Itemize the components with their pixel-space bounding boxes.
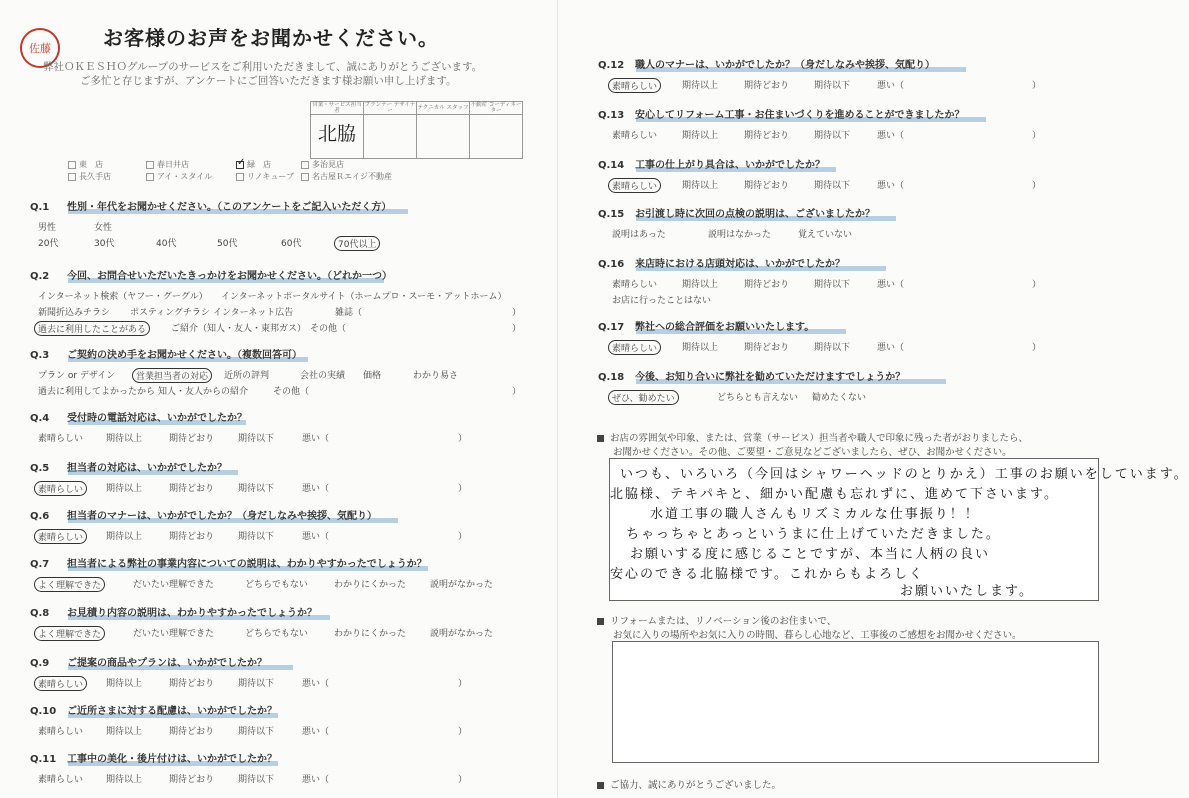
option-row [38,724,468,740]
staff-header-sales: 営業・サービス担当者 [312,102,362,114]
intro-text [43,60,482,88]
answer-option[interactable]: 期待以上 [106,532,143,542]
question-number: Q.14 [598,160,625,171]
answer-option[interactable]: 期待以上 [106,484,143,494]
question-text: ご契約の決め手をお聞かせください。（複数回答可） [67,350,302,361]
option-bracket: ） [1032,131,1042,141]
staff-sales-cell[interactable] [311,115,364,159]
option-row [38,481,468,497]
answer-option[interactable]: よく理解できた [34,626,105,641]
option-row [38,431,468,447]
answer-option[interactable]: 期待どおり [744,131,790,141]
answer-option[interactable]: 期待どおり [744,81,790,91]
answer-option[interactable]: 30代 [94,239,115,249]
question-text: ご近所さまに対する配慮は、いかがでしたか？ [67,706,277,717]
question-title [30,555,427,570]
question-title [598,368,905,383]
answer-option[interactable]: 期待以下 [814,81,851,91]
stamp-text: 佐藤 [29,41,51,55]
answer-option[interactable]: 営業担当者の対応 [132,368,212,383]
question-q8 [30,604,494,642]
option-row [38,289,507,305]
question-number: Q.2 [30,271,50,282]
comment1-prompt: お店の雰囲気や印象、または、営業（サービス）担当者や職人で印象に残った者がおりましたら、 お聞かせください。その他、ご要望・ご意見などございましたら、ぜひ、お聞かせください。 [597,432,1028,460]
question-q4 [30,409,468,447]
answer-option[interactable]: 素晴らしい [608,178,661,193]
answer-option[interactable]: 新聞折込みチラシ [38,308,111,318]
option-row [38,772,468,788]
answer-option[interactable]: 説明がなかった [430,580,494,590]
comment1-prompt-line2: お聞かせください。その他、ご要望・ご意見などございましたら、ぜひ、お聞かせください。 [613,447,1012,458]
answer-option[interactable]: 期待どおり [169,775,215,785]
answer-option[interactable]: 50代 [217,239,238,249]
answer-option[interactable]: ぜひ、勧めたい [608,390,679,405]
answer-option[interactable]: 会社の実績 [300,371,346,381]
answer-option[interactable]: わかりにくかった [334,580,407,590]
question-q10 [30,702,468,740]
intro-line-1: 弊社ＯＫＥＳＨＯグループのサービスをご利用いただきまして、誠にありがとうございます。 [43,61,483,73]
option-bracket: 雑誌（ [335,308,363,318]
question-q15 [598,205,875,243]
answer-option[interactable]: 期待以下 [238,532,275,542]
answer-option[interactable]: 素晴らしい [38,775,84,785]
question-q18 [598,368,905,406]
question-title [598,56,935,71]
answer-option[interactable]: 期待以下 [238,775,275,785]
answer-option[interactable]: 期待以上 [682,343,719,353]
checkbox-checked[interactable] [236,156,246,169]
staff-realestate-cell[interactable] [470,115,523,159]
question-number: Q.18 [598,372,625,383]
option-bracket: ） [1032,280,1042,290]
question-text: 弊社への総合評価をお願いいたします。 [635,322,815,333]
answer-option[interactable]: 勧めたくない [812,393,867,403]
question-number: Q.15 [598,209,625,220]
store-checklist [68,156,392,183]
question-q13 [598,106,1042,144]
question-text: 性別・年代をお聞かせください。（このアンケートをご記入いただく方） [67,202,392,213]
question-text: お見積り内容の説明は、わかりやすかったでしょうか？ [67,608,317,619]
answer-option[interactable]: 素晴らしい [612,280,658,290]
answer-option[interactable]: ご紹介（知人・友人・東邦ガス） [171,324,307,334]
footer: ご協力、誠にありがとうございました。 [597,777,781,791]
option-row [38,305,522,321]
question-number: Q.11 [30,754,57,765]
answer-option[interactable]: 期待以下 [238,434,275,444]
checkbox[interactable] [68,161,76,169]
question-text: 担当者による弊社の事業内容についての説明は、わかりやすかったでしょうか？ [67,559,427,570]
answer-option[interactable]: 期待以上 [682,181,719,191]
question-text: 今回、お問合せいただいたきっかけをお聞かせください。（どれか一つ） [67,271,392,282]
option-row [612,227,875,243]
option-bracket: 悪い（ [877,280,905,290]
bullet-square-icon [597,435,604,442]
intro-line-2: ご多忙と存じますが、アンケートにご回答いただきます様お願い申し上げます。 [80,75,457,87]
answer-option[interactable]: 過去に利用してよかったから [38,387,156,397]
page-divider [557,0,558,798]
staff-planner-cell[interactable] [364,115,417,159]
staff-header-planner: プランナー デザイナー [364,102,416,114]
answer-option[interactable]: 期待以下 [238,484,275,494]
staff-technical-cell[interactable] [417,115,470,159]
question-title [30,507,377,522]
answer-option[interactable]: 期待以上 [682,131,719,141]
option-bracket: ） [458,679,468,689]
answer-option[interactable]: 過去に利用したことがある [34,321,150,336]
handwriting-line: 安心のできる北脇様です。これからもよろしく [610,567,924,582]
answer-option[interactable]: 期待以下 [238,679,275,689]
question-number: Q.7 [30,559,50,570]
store-option[interactable]: 多治見店 [301,159,379,171]
option-bracket: ） [458,484,468,494]
store-option-checked[interactable]: ✓ 緑 店 [237,156,271,169]
store-option[interactable]: アイ・スタイル [146,171,236,183]
staff-table [310,101,523,159]
option-row [38,577,494,593]
comment2-prompt-line2: お気に入りの場所やお気に入りの時間、暮らし心地など、工事後のご感想をお聞かせください。 [613,630,1022,641]
store-option[interactable]: 春日井店 [146,159,236,171]
answer-option[interactable]: 価格 [363,371,382,381]
question-q3 [30,346,522,400]
answer-option[interactable]: 素晴らしい [608,78,661,93]
answer-option[interactable]: 素晴らしい [34,481,87,496]
option-row [612,178,1042,194]
answer-option[interactable]: 期待どおり [169,532,215,542]
question-text: 今後、お知り合いに弊社を勧めていただけますでしょうか？ [635,372,906,383]
answer-option[interactable]: どちらとも言えない [717,393,799,403]
question-q2 [30,267,522,337]
question-number: Q.13 [598,110,625,121]
question-text: 担当者の対応は、いかがでしたか？ [67,463,227,474]
answer-option[interactable]: 20代 [38,239,59,249]
answer-option[interactable]: 覚えていない [798,230,853,240]
handwriting-line: ちゃっちゃとあっというまに仕上げていただきました。 [626,527,1001,542]
option-row [38,384,522,400]
answer-option[interactable]: 60代 [281,239,302,249]
question-number: Q.9 [30,658,50,669]
check-mark-icon: ✓ [237,156,246,168]
answer-option[interactable]: 期待どおり [169,679,215,689]
question-number: Q.17 [598,322,625,333]
question-number: Q.3 [30,350,50,361]
checkbox[interactable] [236,173,244,181]
answer-option[interactable]: わかりにくかった [334,629,407,639]
answer-option[interactable]: 知人・友人からの紹介 [158,387,249,397]
answer-option[interactable]: 素晴らしい [38,727,84,737]
question-q5 [30,459,468,497]
option-row [38,220,391,236]
question-title [598,318,814,333]
answer-option[interactable]: 期待以下 [814,280,851,290]
option-bracket: ） [512,324,522,334]
option-row [612,340,1042,356]
answer-option[interactable]: どちらでもない [245,580,308,590]
option-bracket: その他（ [310,324,347,334]
option-row [38,236,391,252]
option-bracket: 悪い（ [302,727,330,737]
checkbox[interactable] [301,161,309,169]
question-number: Q.10 [30,706,57,717]
question-number: Q.12 [598,60,625,71]
question-text: 職人のマナーは、いかがでしたか？（身だしなみや挨拶、気配り） [635,60,935,71]
option-row [38,676,468,692]
comment1-box[interactable] [609,458,1189,601]
answer-option[interactable]: お店に行ったことはない [612,296,712,306]
question-number: Q.4 [30,413,50,424]
comment2-box[interactable] [612,641,1099,763]
question-title [30,267,392,282]
answer-option[interactable]: 素晴らしい [34,529,87,544]
answer-option[interactable]: 期待どおり [169,434,215,444]
checkbox[interactable] [68,173,76,181]
option-bracket: ） [458,434,468,444]
question-q11 [30,750,468,788]
question-text: 安心してリフォーム工事・お住まいづくりを進めることができましたか？ [635,110,965,121]
answer-option[interactable]: 素晴らしい [608,340,661,355]
store-option[interactable]: 名古屋Ｒエイジ不動産 [301,171,379,183]
answer-option[interactable]: 期待以上 [106,434,143,444]
answer-option[interactable]: インターネット広告 [213,308,294,318]
answer-option[interactable]: 期待どおり [744,181,790,191]
answer-option[interactable]: 70代以上 [334,236,380,251]
handwriting-line: お願いする度に感じることですが、本当に人柄の良い [630,547,991,562]
answer-option[interactable]: 40代 [156,239,177,249]
answer-option[interactable]: 期待以上 [106,775,143,785]
answer-option[interactable]: 期待以下 [238,727,275,737]
question-q9 [30,654,468,692]
question-q14 [598,156,1042,194]
answer-option[interactable]: 期待どおり [744,343,790,353]
option-bracket: ） [1032,81,1042,91]
question-title [30,346,302,361]
answer-option[interactable]: ポスティングチラシ [130,308,210,318]
question-title [598,205,875,220]
question-text: 受付時の電話対応は、いかがでしたか？ [67,413,247,424]
question-text: 担当者のマナーは、いかがでしたか？（身だしなみや挨拶、気配り） [67,511,377,522]
answer-option[interactable]: 説明はあった [612,230,666,240]
question-q12 [598,56,1042,94]
answer-option[interactable]: 期待以下 [814,131,851,141]
answer-option[interactable]: だいたい理解できた [133,580,215,590]
store-option[interactable]: 東 店 [68,159,146,171]
store-option[interactable]: 長久手店 [68,171,146,183]
option-bracket: 悪い（ [302,679,330,689]
question-q6 [30,507,468,545]
staff-header-technical: テクニカル スタッフ [417,102,470,115]
answer-option[interactable]: 説明はなかった [708,230,772,240]
question-title [30,198,391,213]
option-bracket: ） [458,775,468,785]
question-title [598,106,965,121]
question-q16 [598,255,1042,309]
option-row [38,529,468,545]
option-bracket: 悪い（ [302,532,330,542]
question-text: ご提案の商品やプランは、いかがでしたか？ [67,658,267,669]
question-number: Q.16 [598,259,625,270]
answer-option[interactable]: どちらでもない [245,629,308,639]
answer-option[interactable]: 説明がなかった [430,629,494,639]
answer-option[interactable]: 期待以上 [106,727,143,737]
checkbox[interactable] [301,173,309,181]
question-title [30,409,247,424]
comment2-prompt: リフォームまたは、リノベーション後のお住まいで、 お気に入りの場所やお気に入りの時間、暮らし心地など、工事後のご感想をお聞かせください。 [597,615,1022,643]
answer-option[interactable]: 女性 [94,223,113,233]
bullet-square-icon [597,782,604,789]
answer-option[interactable]: 期待どおり [169,727,215,737]
answer-option[interactable]: 期待どおり [744,280,790,290]
option-bracket: 悪い（ [877,343,905,353]
question-number: Q.8 [30,608,50,619]
question-text: 工事中の美化・後片付けは、いかがでしたか？ [67,754,277,765]
answer-option[interactable]: 素晴らしい [38,434,84,444]
option-bracket: 悪い（ [877,181,905,191]
answer-option[interactable]: 期待どおり [169,484,215,494]
answer-option[interactable]: 期待以上 [682,81,719,91]
option-bracket: ） [458,532,468,542]
option-bracket: ） [512,308,522,318]
answer-option[interactable]: わかり易さ [413,371,459,381]
option-bracket: 悪い（ [877,81,905,91]
checkbox[interactable] [146,161,154,169]
question-title [30,459,227,474]
question-title [30,750,277,765]
option-row [612,78,1042,94]
answer-option[interactable]: 素晴らしい [34,676,87,691]
bullet-square-icon [597,618,604,625]
answer-option[interactable]: 素晴らしい [612,131,658,141]
option-row [612,128,1042,144]
option-bracket: 悪い（ [302,775,330,785]
page-title: お客様のお声をお聞かせください。 [103,26,439,50]
question-title [598,156,825,171]
question-text: 来店時における店頭対応は、いかがでしたか？ [635,259,845,270]
answer-option[interactable]: 期待以上 [682,280,719,290]
option-row [612,390,905,406]
option-bracket: 悪い（ [877,131,905,141]
answer-option[interactable]: 期待以下 [814,343,851,353]
answer-option[interactable]: 近所の評判 [224,371,270,381]
handwriting-line: いつも、いろいろ（今回はシャワーヘッドのとりかえ）工事のお願いをしています。 [620,467,1189,482]
option-bracket: 悪い（ [302,434,330,444]
question-title [598,255,845,270]
staff-header-realestate: 不動産 コーディネーター [470,102,522,114]
answer-option[interactable]: だいたい理解できた [133,629,215,639]
staff-signature: 北脇 [317,123,356,145]
question-title [30,604,317,619]
option-bracket: 悪い（ [302,484,330,494]
option-bracket: ） [1032,181,1042,191]
answer-option[interactable]: よく理解できた [34,577,105,592]
handwriting-line: 水道工事の職人さんもリズミカルな仕事振り！！ [650,507,980,522]
option-bracket: ） [458,727,468,737]
question-text: お引渡し時に次回の点検の説明は、ございましたか？ [635,209,875,220]
answer-option[interactable]: プラン or デザイン [38,371,116,381]
answer-option[interactable]: 期待以上 [106,679,143,689]
option-row [38,626,494,642]
question-number: Q.1 [30,202,50,213]
question-title [30,654,267,669]
answer-option[interactable]: インターネットポータルサイト（ホームプロ・スーモ・アットホーム） [221,292,507,302]
question-number: Q.6 [30,511,50,522]
question-q1 [30,198,391,252]
store-option[interactable]: リノキューブ [236,171,301,183]
option-bracket: その他（ [273,387,310,397]
question-text: 工事の仕上がり具合は、いかがでしたか？ [635,160,825,171]
question-q7 [30,555,494,593]
option-bracket: ） [512,387,522,397]
option-bracket: ） [1032,343,1042,353]
option-row [38,368,459,384]
answer-option[interactable]: 男性 [38,223,57,233]
answer-option[interactable]: インターネット検索（ヤフー・グーグル） [38,292,208,302]
option-row [38,321,522,337]
handwriting-line: 北脇様、テキパキと、細かい配慮も忘れずに、進めて下さいます。 [610,487,1059,502]
answer-option[interactable]: 期待以下 [814,181,851,191]
handwriting-line: お願いいたします。 [900,584,1034,599]
question-q17 [598,318,1042,356]
question-title [30,702,277,717]
option-row [612,277,1042,293]
checkbox[interactable] [146,173,154,181]
question-number: Q.5 [30,463,50,474]
option-row [612,293,845,309]
